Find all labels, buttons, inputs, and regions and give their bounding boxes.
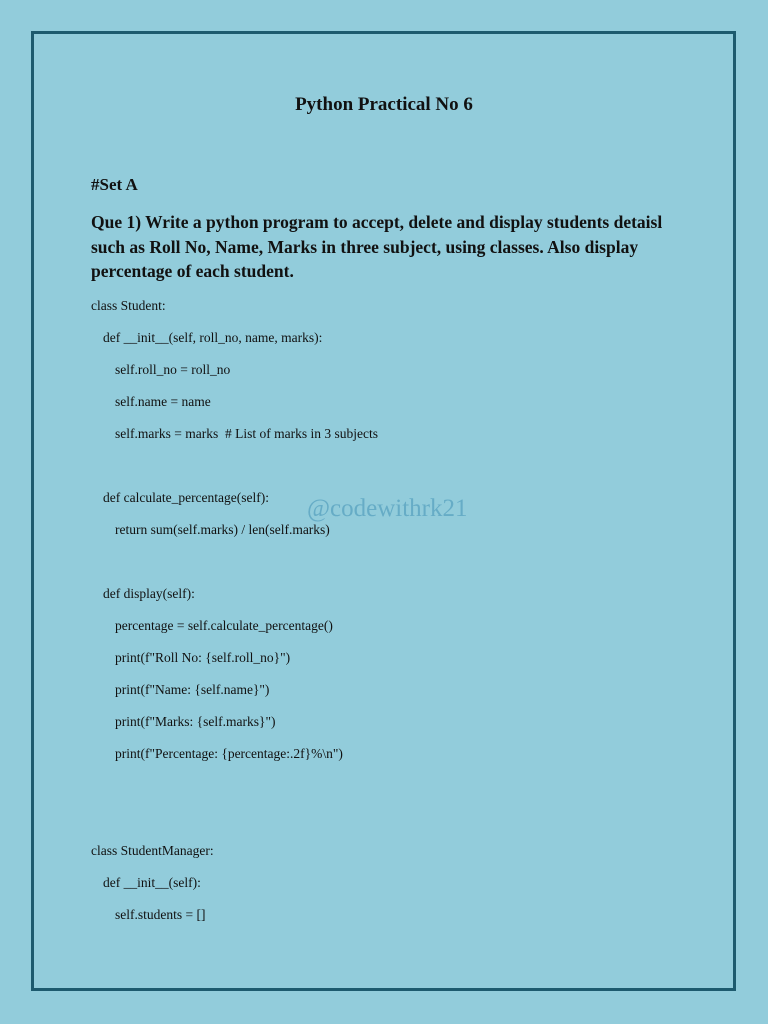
code-line: self.name = name: [115, 394, 211, 409]
code-line: def calculate_percentage(self):: [103, 490, 270, 505]
code-line: print(f"Marks: {self.marks}"): [115, 714, 276, 729]
code-line: def display(self):: [103, 586, 195, 601]
question-text: Que 1) Write a python program to accept, delete and display students detaisl such as Roll No, Name, Marks in three subject, using classes. Also display percentage of each student.: [91, 212, 663, 281]
code-line: def __init__(self, roll_no, name, marks):: [103, 330, 323, 345]
code-line: def __init__(self):: [103, 875, 201, 890]
code-line: print(f"Name: {self.name}"): [115, 682, 270, 697]
code-line: return sum(self.marks) / len(self.marks): [115, 522, 330, 537]
document-title: Python Practical No 6: [295, 94, 473, 115]
watermark: @codewithrk21: [307, 495, 468, 522]
code-line: print(f"Percentage: {percentage:.2f}%\n"): [115, 746, 343, 761]
code-line: class Student:: [91, 298, 166, 313]
code-line: self.roll_no = roll_no: [115, 362, 231, 377]
code-line: self.students = []: [115, 907, 206, 922]
code-line: class StudentManager:: [91, 843, 214, 858]
code-line: self.marks = marks # List of marks in 3 subjects: [115, 426, 378, 441]
set-label: #Set A: [91, 175, 138, 194]
code-line: percentage = self.calculate_percentage(): [115, 618, 333, 633]
code-line: print(f"Roll No: {self.roll_no}"): [115, 650, 291, 665]
